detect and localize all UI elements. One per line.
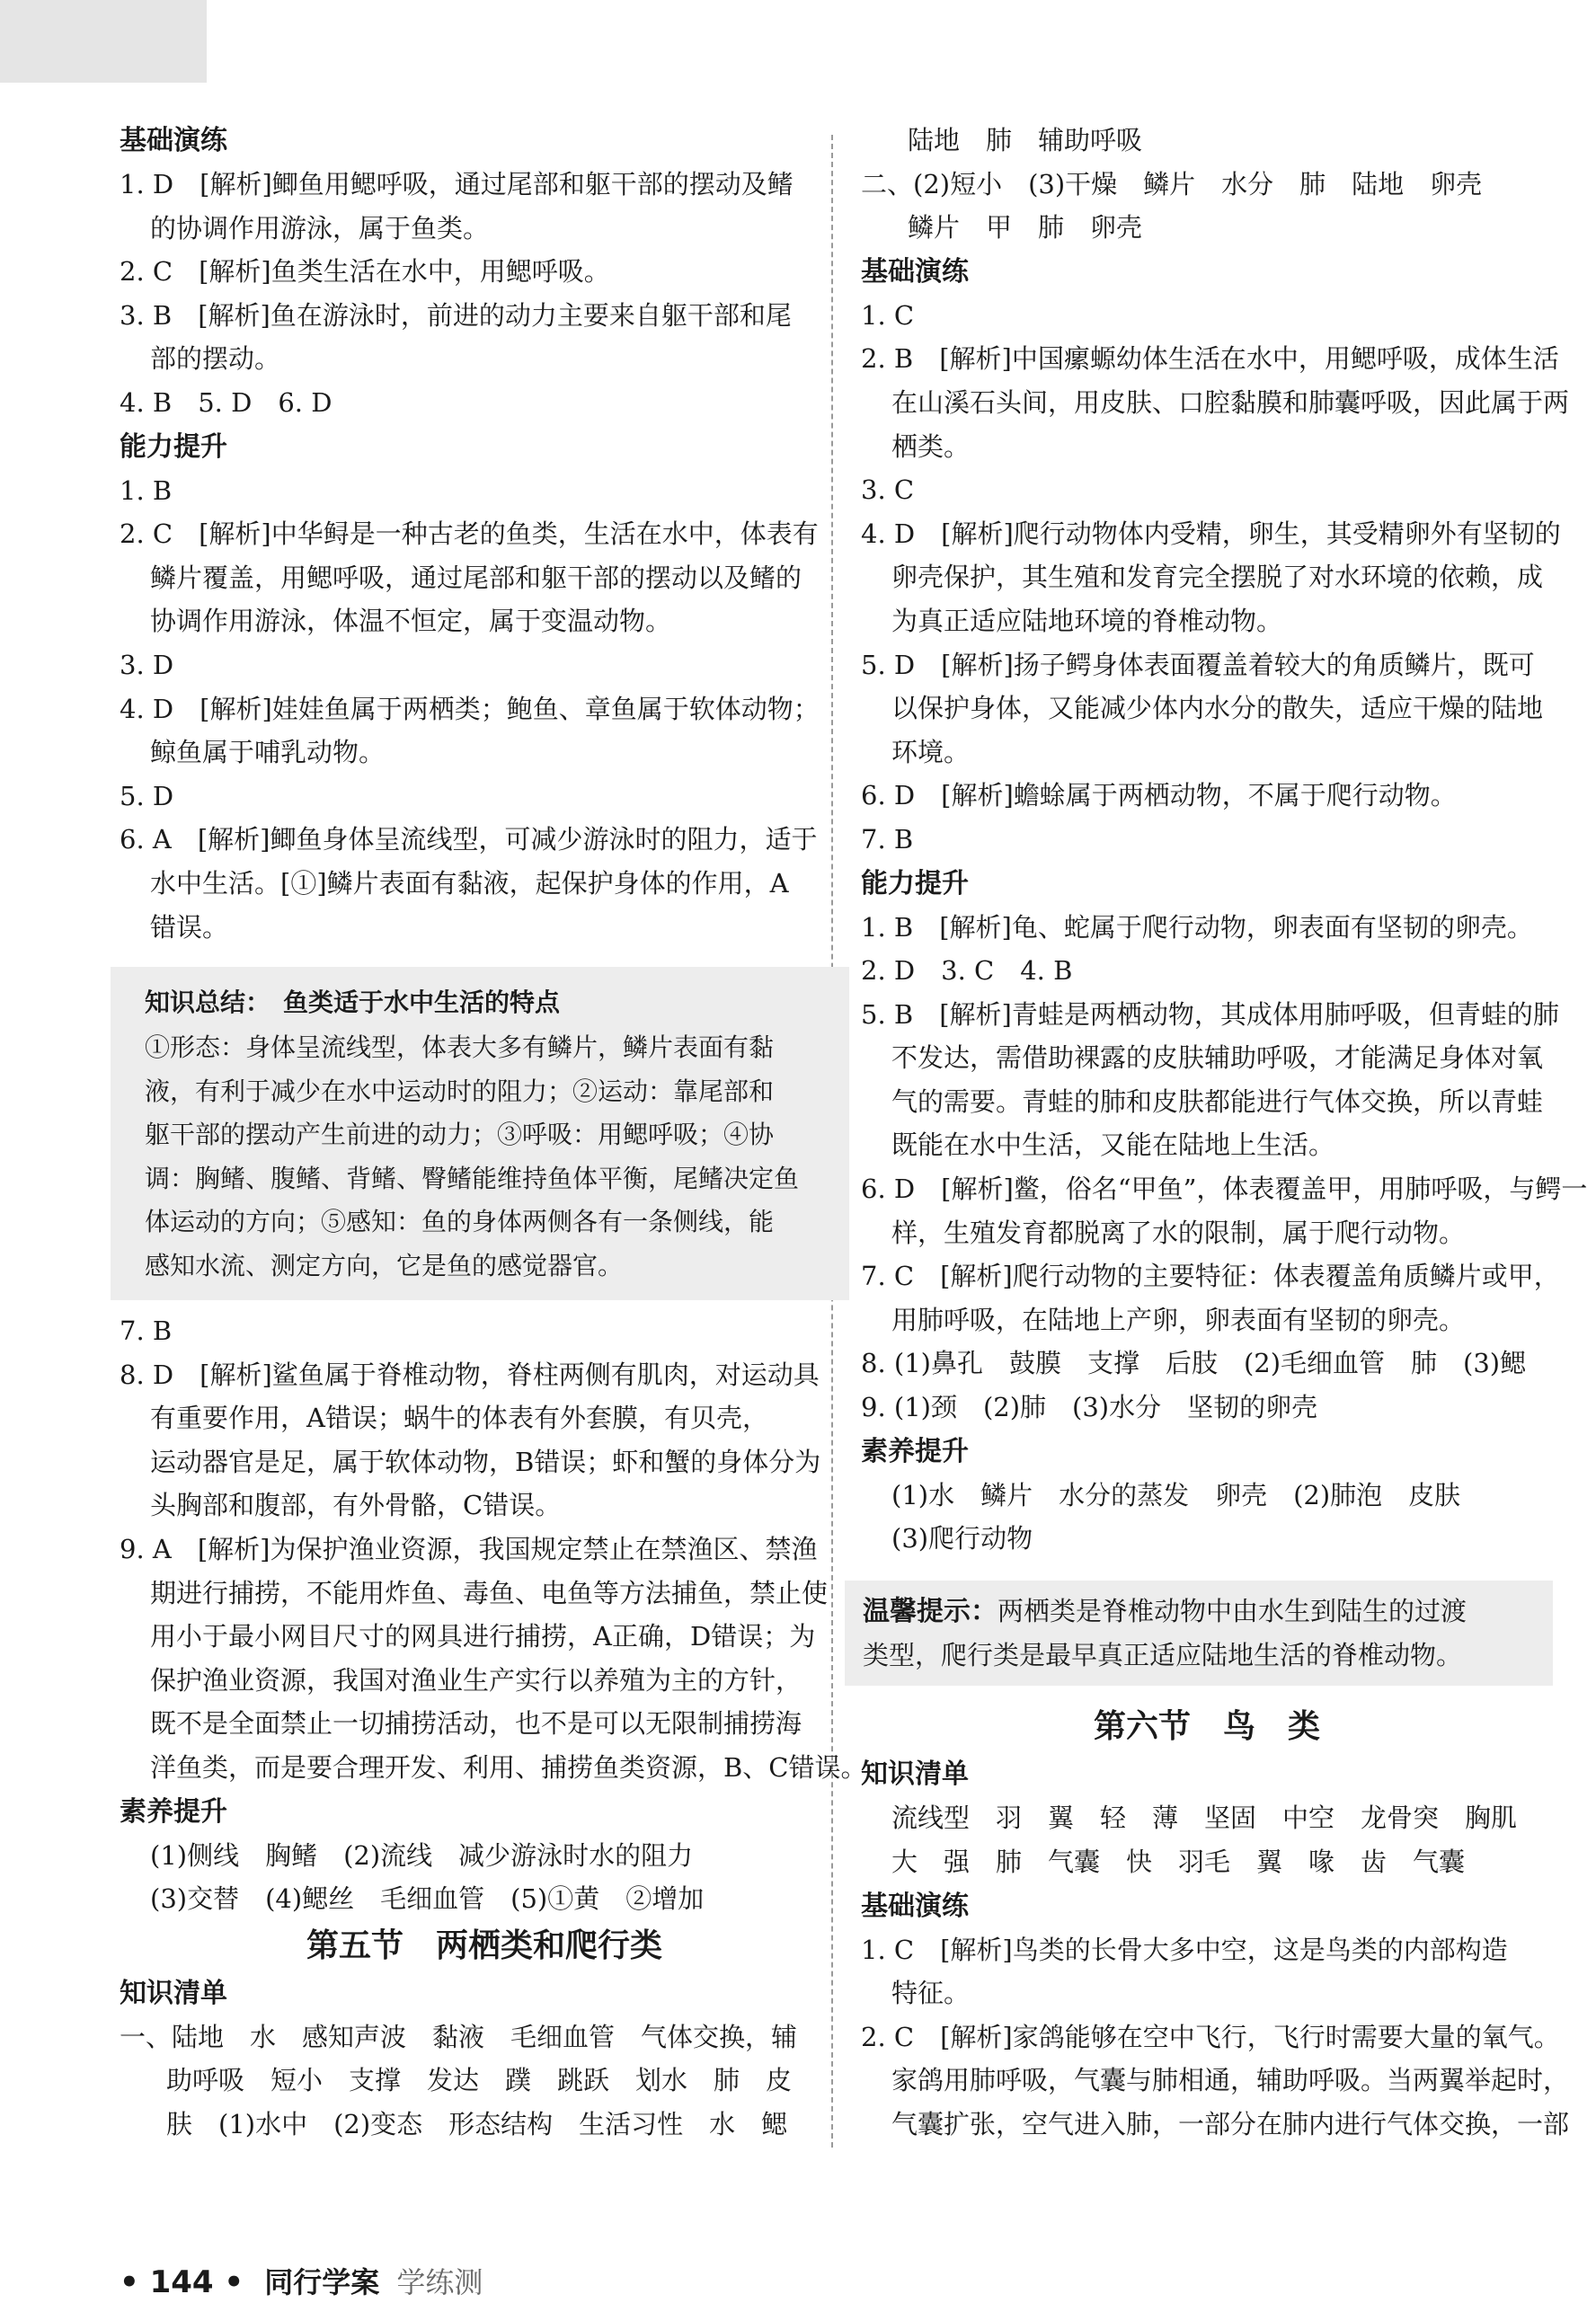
section-five-title: 第五节 两栖类和爬行类 (306, 1927, 662, 1964)
answer-line: 期进行捕捞，不能用炸鱼、毒鱼、电鱼等方法捕鱼，禁止使 (150, 1577, 829, 1608)
answer-line: 9. A [解析]为保护渔业资源，我国规定禁止在禁渔区、禁渔 (120, 1534, 818, 1565)
summary-line: 液，有利于减少在水中运动时的阻力；②运动：靠尾部和 (145, 1076, 775, 1106)
answer-line: 水中生活。[①]鳞片表面有黏液，起保护身体的作用，A (150, 867, 789, 899)
answer-line: 8. D [解析]鲨鱼属于脊椎动物，脊柱两侧有肌肉，对运动具 (120, 1359, 820, 1390)
warm-tip-text: 两栖类是脊椎动物中由水生到陆生的过渡 (998, 1595, 1467, 1626)
answer-line: 错误。 (150, 911, 229, 943)
answer-line: 2. C [解析]鱼类生活在水中，用鳃呼吸。 (120, 256, 610, 288)
answer-line: 的协调作用游泳，属于鱼类。 (150, 212, 490, 244)
answer-line: 部的摆动。 (150, 343, 281, 375)
answer-line: 5. D (120, 780, 174, 811)
answer-line: 6. D [解析]鳖，俗名“甲鱼”，体表覆盖甲，用肺呼吸，与鳄一 (861, 1174, 1588, 1205)
answer-line: 保护渔业资源，我国对渔业生产实行以养殖为主的方针， (150, 1664, 802, 1696)
heading-jichu-2: 基础演练 (861, 1890, 969, 1922)
answer-line: 1. B [解析]龟、蛇属于爬行动物，卵表面有坚韧的卵壳。 (861, 911, 1533, 943)
answer-line: 不发达，需借助裸露的皮肤辅助呼吸，才能满足身体对氧 (891, 1042, 1544, 1074)
answer-line: 有重要作用，A错误；蜗牛的体表有外套膜，有贝壳， (150, 1403, 768, 1434)
warm-tip-box (845, 1581, 1553, 1687)
answer-line: 大 强 肺 气囊 快 羽毛 翼 喙 齿 气囊 (891, 1847, 1466, 1877)
answer-line: 9. (1)颈 (2)肺 (3)水分 坚韧的卵壳 (861, 1392, 1318, 1423)
answer-line: 7. B (120, 1315, 173, 1347)
answer-line: 2. C [解析]家鸽能够在空中飞行，飞行时需要大量的氧气。 (861, 2021, 1560, 2052)
heading-suyang: 素养提升 (861, 1435, 969, 1467)
answer-line: 一、陆地 水 感知声波 黏液 毛细血管 气体交换，辅 (120, 2021, 798, 2052)
answer-line: 特征。 (891, 1978, 971, 2009)
answer-line: 环境。 (891, 736, 971, 767)
summary-line: 体运动的方向；⑤感知：鱼的身体两侧各有一条侧线，能 (145, 1207, 775, 1237)
heading-suyang: 素养提升 (120, 1795, 227, 1828)
answer-line: 洋鱼类，而是要合理开发、利用、捕捞鱼类资源，B、C错误。 (150, 1752, 867, 1784)
answer-line: 鳞片覆盖，用鳃呼吸，通过尾部和躯干部的摆动以及鳍的 (150, 562, 802, 593)
answer-line: 6. D [解析]蟾蜍属于两栖动物，不属于爬行动物。 (861, 780, 1457, 811)
answer-line: 卵壳保护，其生殖和发育完全摆脱了对水环境的依赖，成 (891, 562, 1544, 593)
answer-line: 气囊扩张，空气进入肺，一部分在肺内进行气体交换，一部 (891, 2108, 1570, 2139)
answer-line: 鲸鱼属于哺乳动物。 (150, 737, 386, 768)
answer-line: 2. B [解析]中国瘰螈幼体生活在水中，用鳃呼吸，成体生活 (861, 343, 1559, 375)
page-number: • 144 • (120, 2264, 244, 2300)
answer-line: 1. C [解析]鸟类的长骨大多中空，这是鸟类的内部构造 (861, 1934, 1508, 1965)
answer-line: (1)侧线 胸鳍 (2)流线 减少游泳时水的阻力 (150, 1839, 694, 1871)
answer-line: 以保护身体，又能减少体内水分的散失，适应干燥的陆地 (891, 693, 1544, 724)
answer-line: 7. C [解析]爬行动物的主要特征：体表覆盖角质鳞片或甲， (861, 1261, 1560, 1292)
answer-line: (3)爬行动物 (891, 1523, 1033, 1555)
answer-line: 鳞片 甲 肺 卵壳 (908, 212, 1143, 244)
answer-line: 气的需要。青蛙的肺和皮肤都能进行气体交换，所以青蛙 (891, 1085, 1544, 1117)
answer-line: 5. D [解析]扬子鳄身体表面覆盖着较大的角质鳞片，既可 (861, 649, 1535, 680)
section-six-title: 第六节 鸟 类 (1093, 1708, 1320, 1746)
warm-tip-text: 类型，爬行类是最早真正适应陆地生活的脊椎动物。 (863, 1639, 1463, 1670)
answer-line: 流线型 羽 翼 轻 薄 坚固 中空 龙骨突 胸肌 (891, 1803, 1518, 1834)
answer-line: 肤 (1)水中 (2)变态 形态结构 生活习性 水 鳃 (166, 2109, 788, 2139)
answer-line: 1. D [解析]鲫鱼用鳃呼吸，通过尾部和躯干部的摆动及鳍 (120, 169, 794, 199)
answer-line: 3. D (120, 649, 174, 680)
answer-line: 1. C (861, 299, 915, 331)
answer-line: 在山溪石头间，用皮肤、口腔黏膜和肺囊呼吸，因此属于两 (891, 386, 1570, 418)
answer-line: 用肺呼吸，在陆地上产卵，卵表面有坚韧的卵壳。 (891, 1304, 1466, 1335)
answer-line: 4. D [解析]爬行动物体内受精，卵生，其受精卵外有坚韧的 (861, 518, 1561, 549)
answer-line: (1)水 鳞片 水分的蒸发 卵壳 (2)肺泡 皮肤 (891, 1479, 1461, 1510)
answer-line: 样，生殖发育都脱离了水的限制，属于爬行动物。 (891, 1217, 1466, 1248)
answer-line: 6. A [解析]鲫鱼身体呈流线型，可减少游泳时的阻力，适于 (120, 824, 818, 855)
answer-line: 2. D 3. C 4. B (861, 955, 1073, 987)
answer-line: 7. B (861, 823, 914, 855)
answer-line: 为真正适应陆地环境的脊椎动物。 (891, 605, 1283, 636)
answer-line: 2. C [解析]中华鲟是一种古老的鱼类，生活在水中，体表有 (120, 518, 819, 550)
answer-line: 3. C (861, 474, 915, 506)
answer-line: 5. B [解析]青蛙是两栖动物，其成体用肺呼吸，但青蛙的肺 (861, 998, 1559, 1030)
summary-line: 感知水流、测定方向，它是鱼的感觉器官。 (145, 1250, 624, 1280)
heading-nengli: 能力提升 (861, 867, 969, 899)
answer-line: (3)交替 (4)鳃丝 毛细血管 (5)①黄 ②增加 (150, 1883, 705, 1915)
answer-line: 3. B [解析]鱼在游泳时，前进的动力主要来自躯干部和尾 (120, 299, 792, 331)
right-column (861, 119, 1588, 2147)
warm-tip-label: 温馨提示： (863, 1595, 998, 1627)
answer-line: 运动器官是足，属于软体动物，B错误；虾和蟹的身体分为 (150, 1446, 821, 1477)
answer-line: 助呼吸 短小 支撑 发达 蹼 跳跃 划水 肺 皮 (166, 2065, 793, 2096)
left-column (120, 119, 867, 2147)
heading-zhishi: 知识清单 (120, 1977, 227, 2009)
heading-nengli: 能力提升 (120, 430, 227, 463)
answer-line: 既不是全面禁止一切捕捞活动，也不是可以无限制捕捞海 (150, 1708, 802, 1740)
heading-jichu: 基础演练 (120, 125, 227, 156)
corner-shade (0, 0, 207, 83)
answer-line: 陆地 肺 辅助呼吸 (908, 125, 1143, 155)
heading-zhishi: 知识清单 (861, 1758, 969, 1791)
answer-line: 头胸部和腹部，有外骨骼，C错误。 (150, 1490, 562, 1521)
knowledge-summary-title: 知识总结： 鱼类适于水中生活的特点 (145, 988, 561, 1018)
answer-line: 4. B 5. D 6. D (120, 386, 332, 418)
footer-brand: 同行学案 (264, 2265, 380, 2299)
answer-line: 二、(2)短小 (3)干燥 鳞片 水分 肺 陆地 卵壳 (861, 168, 1483, 199)
summary-line: 调：胸鳍、腹鳍、背鳍、臀鳍能维持鱼体平衡，尾鳍决定鱼 (145, 1163, 800, 1193)
page-footer (120, 2260, 483, 2301)
answer-line: 用小于最小网目尺寸的网具进行捕捞，A正确，D错误；为 (150, 1621, 816, 1652)
heading-jichu: 基础演练 (861, 255, 969, 288)
answer-line: 协调作用游泳，体温不恒定，属于变温动物。 (150, 606, 672, 637)
knowledge-summary-box (111, 967, 849, 1300)
answer-line: 8. (1)鼻孔 鼓膜 支撑 后肢 (2)毛细血管 肺 (3)鳃 (861, 1348, 1527, 1379)
answer-line: 栖类。 (891, 430, 971, 462)
summary-line: ①形态：身体呈流线型，体表大多有鳞片，鳞片表面有黏 (145, 1032, 775, 1063)
answer-line: 既能在水中生活，又能在陆地上生活。 (891, 1129, 1335, 1161)
footer-brand-sub: 学练测 (396, 2265, 483, 2299)
summary-line: 躯干部的摆动产生前进的动力；③呼吸：用鳃呼吸；④协 (145, 1120, 775, 1150)
answer-line: 家鸽用肺呼吸，气囊与肺相通，辅助呼吸。当两翼举起时， (891, 2065, 1570, 2096)
answer-line: 4. D [解析]娃娃鱼属于两栖类；鲍鱼、章鱼属于软体动物； (120, 693, 820, 724)
answer-line: 1. B (120, 474, 173, 506)
